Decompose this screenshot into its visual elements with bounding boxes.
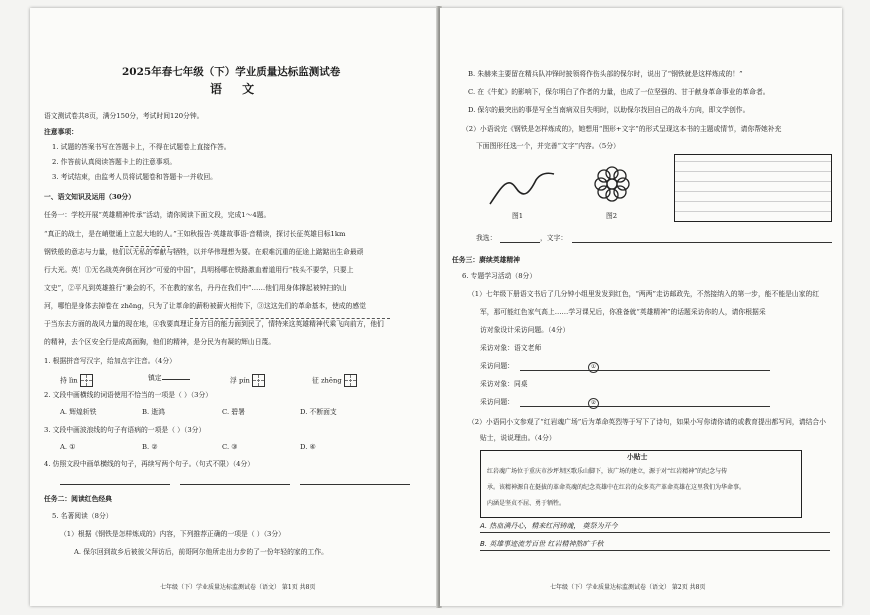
- q5-option-a[interactable]: A. 保尔回到故乡后被彼父拜访后，前哥阿尔他所走出力步的了一份年轻的家的工作。: [74, 548, 328, 556]
- q1-item-3: [230, 374, 265, 387]
- question-3: 3. 文段中画波浪线的句子有语病的一项是（ ）（3分）: [44, 426, 206, 434]
- marker-circle: ②: [588, 398, 599, 409]
- wavy-underline: [120, 246, 170, 247]
- q6-sub-2: （2）小语同小文参观了“红岩魂广场”后为革命英烈等于写下了诗句，如果小写你请你请的或教育提出都写问，请结合小: [468, 418, 826, 426]
- question-4: 4. 仿照文段中画单横线的句子，再续写两个句子。（句式不限）（4分）: [44, 460, 255, 468]
- q6-sub-2-cont: 贴士，说说理由。（4分）: [480, 434, 556, 442]
- figure-flower-diagram[interactable]: [592, 164, 632, 204]
- task-1-prompt: 任务一：学校开展“英雄精神传承”活动，请你阅读下面文段，完成1～4题。: [44, 211, 271, 219]
- question-2: 2. 文段中画横线的词语使用不恰当的一项是（ ）（3分）: [44, 391, 213, 399]
- q6-sub-1: 访对象设计采访问题。（4分）: [480, 326, 570, 334]
- question-6: 6. 专题学习活动（8分）: [462, 272, 537, 280]
- answer-line[interactable]: [300, 484, 410, 485]
- answer-line[interactable]: [60, 484, 170, 485]
- exam-page-right: [440, 8, 842, 606]
- answer-grid-box[interactable]: [80, 374, 93, 387]
- task-3-heading: 任务三：赓续英雄精神: [452, 256, 520, 264]
- q5-option-d[interactable]: D. 保尔的最突出的事是写全当南病双目失明时，以助保尔找回自己的战斗方向，即文学创作。: [468, 106, 750, 114]
- q6-sub-1: 军，那可能红色家气高上……学习课兄后，你准备就“英雄精神”的话题采访你的人，请你根据采: [480, 308, 766, 316]
- q6-sub-1: （1）七年级下册语文书后了几分钟小组里发发到红色，“两两”走访邮政先，不然接纳入的第一步，能不能是山家的红: [468, 290, 820, 298]
- q2-option-d[interactable]: D. 不断面支: [300, 408, 337, 416]
- subject-title: 语 文: [210, 82, 263, 96]
- q1-item-label: 浮 pín: [230, 376, 250, 385]
- passage-line: “真正的战士，是在峭壁通上立起大地的人。”王如秋报告·英雄故事语·音精读，探讨长征英雄目标1km: [44, 230, 346, 238]
- task-2-heading: 任务二：阅读红色经典: [44, 495, 112, 503]
- interview-answer-line[interactable]: [520, 370, 770, 371]
- passage-line: 于当东去方面的战风力量的现在地，④我要真理让身方目的能力面到民了，情特来这英雄精神代乘飞向前方，他们: [44, 320, 384, 328]
- choice-answer-line[interactable]: [500, 242, 540, 243]
- interview-label: 采访对象：: [480, 380, 514, 388]
- choose-label: 我选：: [476, 234, 497, 242]
- q1-item-label: 镇定: [148, 374, 162, 382]
- note-1: 1. 试题的答案书写在答题卡上，不得在试题卷上直接作答。: [52, 143, 231, 151]
- flower-petal: [614, 186, 626, 198]
- section-heading-1: 一、语文知识及运用（30分）: [44, 193, 136, 201]
- answer-marker: [588, 398, 599, 409]
- flower-petal: [606, 167, 618, 179]
- question-5: 5. 名著阅读（8分）: [52, 512, 113, 520]
- figure-2-label: 图2: [606, 212, 618, 220]
- q5-option-c[interactable]: C. 在《牛虻》的影响下，保尔明白了作者的力量，也成了一位坚强的、甘于献身革命事业的革命者。: [468, 88, 770, 96]
- answer-box[interactable]: [674, 154, 832, 222]
- passage-line: 的精神，去个区安全行是成高面胸，他们的精神，是分民为有凝的辉山日蔑。: [44, 338, 276, 346]
- tip-line: 红岩魂广场位于重庆市沙坪坝区歌乐山脚下，该广场的建立，源于对“红岩精神”的纪念与传: [487, 468, 728, 475]
- q1-item-2: [148, 374, 190, 383]
- notes-heading: 注意事项：: [44, 128, 78, 136]
- text-label: ，文字：: [540, 234, 568, 242]
- answer-line[interactable]: [480, 550, 830, 551]
- interview-label: 采访问题：: [480, 362, 514, 370]
- tip-line: 承。该精神源自在挺拔的革命英魂的纪念英雄中在红岩的众多英产革命英雄在这里我们为华命事。: [487, 484, 746, 491]
- note-3: 3. 考试结束，由监考人员将试题卷和答题卡一并收回。: [52, 173, 217, 181]
- figure-1-label: 图1: [512, 212, 524, 220]
- answer-grid-box[interactable]: [344, 374, 357, 387]
- q1-item-1: [60, 374, 93, 387]
- q3-option-b[interactable]: B. ②: [142, 443, 158, 451]
- interview-label: 采访对象：: [480, 344, 514, 352]
- handwritten-answer-b: B. 英雄事迹流芳百世 红岩精神熬旷千秋: [480, 540, 604, 548]
- wavy-underline: [190, 318, 390, 319]
- note-2: 2. 作答前认真阅读答题卡上的注意事项。: [52, 158, 177, 166]
- passage-line: 河，哪怕是身体去掉卷在 zhēng，只为了让革命的薪粉被薪火相传下，③这这先们的革命基本，使成的感觉: [44, 302, 366, 310]
- flower-petal: [614, 170, 626, 182]
- q5-sub-2: （2）小语说完《钢铁是怎样炼成的》，她想用“图形+文字”的形式呈现这本书的主题或情节，请你帮她补充: [462, 125, 782, 133]
- wave-curve: [490, 173, 554, 204]
- q5-sub-1: （1）根据《钢铁是怎样炼成的》内容，下列推荐正确的一项是（ ）（3分）: [60, 530, 285, 538]
- interview-target: 语文老师: [513, 344, 542, 352]
- passage-line: 行大光。英！①无名战英奔倒在河沙“可爱的中国”，具明杨哪在铁路激血着道用行“枝头不要学，只要上: [44, 266, 354, 274]
- answer-marker: [588, 362, 599, 373]
- flower-petal: [617, 178, 629, 190]
- passage-line: 文史”，②平凡到英雄推行“兼会的不，不在教的家名，丹丹在我们中”……他们用身体撑起被钟扫的山: [44, 284, 347, 292]
- interview-answer-line[interactable]: [520, 406, 770, 407]
- q2-option-b[interactable]: B. 逝鸿: [142, 408, 165, 416]
- flower-petal: [595, 178, 607, 190]
- tip-title: 小贴士: [627, 453, 648, 461]
- q1-item-4: [312, 374, 357, 387]
- q5-sub-2-cont: 下面图形任选一个，并完善“文字”内容。（5分）: [476, 142, 620, 150]
- interview-row: [480, 380, 528, 389]
- q3-option-a[interactable]: A. ①: [60, 443, 76, 451]
- flower-petal: [598, 186, 610, 198]
- interview-target: 同桌: [513, 380, 528, 388]
- passage-line: 钢铁般的意志与力量，他们以无私的奉献与牺牲，以并华伟理想为要。在艰难沉重的征途上踮踮出生命最顽: [44, 248, 364, 256]
- interview-row: [480, 362, 514, 371]
- page-footer: 七年级（下）学业质量达标监测试卷（语文） 第2页 共8页: [550, 584, 706, 591]
- tip-line: 内涵是坚贞不屈、勇于牺牲。: [487, 500, 566, 507]
- q1-item-label: 征 zhēng: [312, 376, 342, 385]
- answer-line[interactable]: [180, 484, 290, 485]
- interview-row: [480, 398, 514, 407]
- answer-grid-box[interactable]: [252, 374, 265, 387]
- marker-circle: ①: [588, 362, 599, 373]
- text-answer-line[interactable]: [572, 242, 832, 243]
- interview-label: 采访问题：: [480, 398, 514, 406]
- answer-line[interactable]: [480, 532, 830, 533]
- exam-title: 2025年春七年级（下）学业质量达标监测试卷: [122, 66, 341, 78]
- figure-wave-diagram[interactable]: [484, 166, 564, 211]
- q3-option-d[interactable]: D. ④: [300, 443, 316, 451]
- interview-row: [480, 344, 541, 353]
- flower-petal: [598, 170, 610, 182]
- q3-option-c[interactable]: C. ③: [222, 443, 238, 451]
- intro-text: 语文测试卷共8页，满分150分，考试时间120分钟。: [44, 112, 204, 120]
- handwritten-answer-a: A. 热血满丹心，精来红河铸魂， 奠祭为开今: [480, 522, 618, 530]
- tip-box: [480, 450, 802, 518]
- q5-option-b[interactable]: B. 朱赫来主要留在精兵队冲锋时披领将作伤头部的保尔时，说出了“钢铁就是这样炼成的！”: [468, 70, 743, 78]
- question-1: 1. 根据拼音写汉字，给加点字注音。（4分）: [44, 357, 176, 365]
- page-footer: 七年级（下）学业质量达标监测试卷（语文） 第1页 共8页: [160, 584, 316, 591]
- q1-item-label: 持 lìn: [60, 376, 78, 385]
- exam-page-left: [30, 8, 438, 606]
- flower-petal: [606, 189, 618, 201]
- q2-option-a[interactable]: A. 辉煌斩铁: [60, 408, 97, 416]
- q2-option-c[interactable]: C. 碧署: [222, 408, 245, 416]
